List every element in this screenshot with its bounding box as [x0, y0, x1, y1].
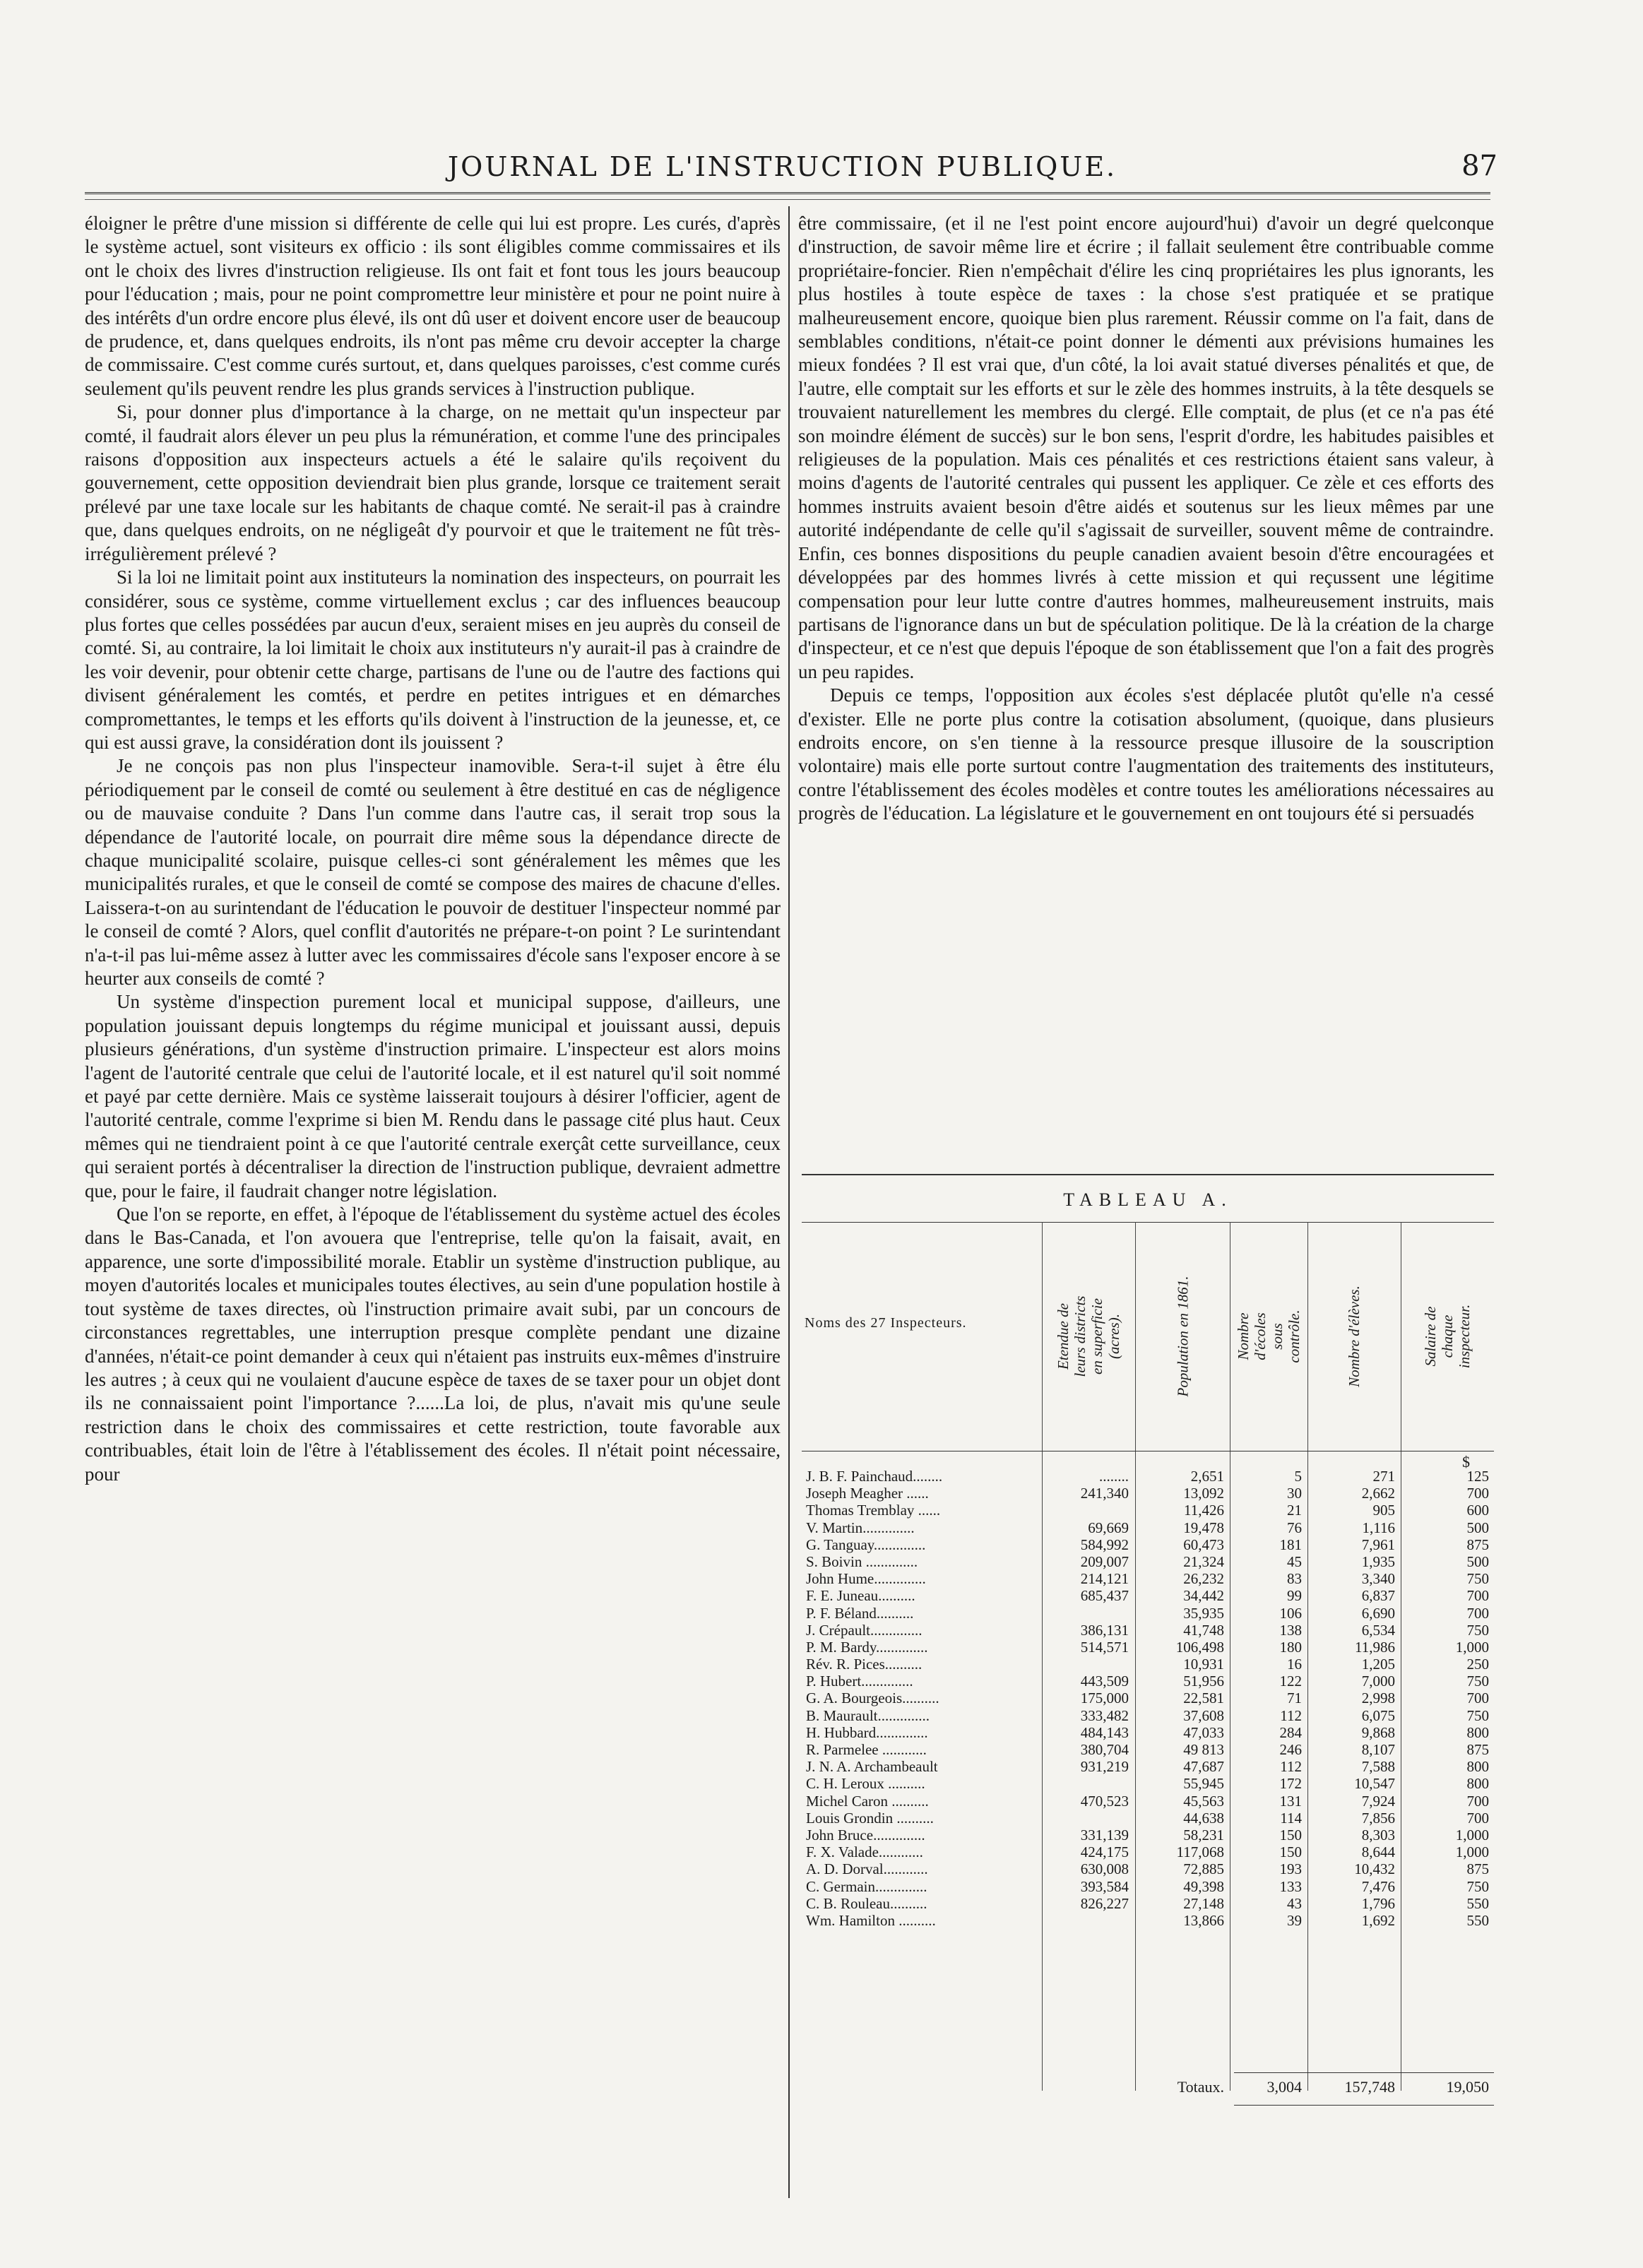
table-row: [802, 1741, 1494, 1758]
cell-population: 37,608: [1183, 1706, 1224, 1724]
cell-pupils: 7,588: [1361, 1758, 1395, 1776]
cell-salary: 550: [1466, 1894, 1489, 1912]
cell-salary: 1,000: [1455, 1826, 1489, 1844]
table-row: [802, 1775, 1494, 1792]
cell-population: 72,885: [1183, 1860, 1224, 1878]
table-row: [802, 1690, 1494, 1706]
cell-schools: 114: [1280, 1809, 1302, 1827]
cell-pupils: 10,547: [1354, 1775, 1395, 1793]
header-pupils: [1307, 1225, 1401, 1447]
table-row: [802, 1673, 1494, 1690]
cell-population: 47,033: [1183, 1723, 1224, 1741]
inspector-name: A. D. Dorval............: [806, 1860, 928, 1878]
cell-salary: 750: [1466, 1673, 1489, 1690]
inspector-name: John Bruce..............: [806, 1826, 925, 1844]
cell-salary: 550: [1466, 1911, 1489, 1929]
cell-extent: 470,523: [1080, 1792, 1129, 1810]
totals-rule: [1234, 2072, 1494, 2073]
cell-extent: 685,437: [1080, 1587, 1129, 1605]
inspector-name: V. Martin..............: [806, 1519, 915, 1536]
table-row: [802, 1860, 1494, 1877]
table-row: [802, 1570, 1494, 1587]
cell-schools: 71: [1287, 1690, 1302, 1707]
cell-pupils: 6,690: [1361, 1604, 1395, 1622]
inspector-name: S. Boivin ..............: [806, 1552, 918, 1570]
cell-population: 49 813: [1183, 1741, 1224, 1758]
cell-extent: 584,992: [1080, 1536, 1129, 1553]
cell-extent: 826,227: [1080, 1894, 1129, 1912]
cell-salary: 750: [1466, 1706, 1489, 1724]
cell-pupils: 7,000: [1361, 1673, 1395, 1690]
cell-population: 41,748: [1183, 1621, 1224, 1639]
header-population: [1135, 1225, 1230, 1447]
inspector-name: J. B. F. Painchaud........: [806, 1468, 943, 1485]
inspector-name: Louis Grondin ..........: [806, 1809, 934, 1827]
inspector-name: F. E. Juneau..........: [806, 1587, 915, 1605]
cell-extent: 393,584: [1080, 1877, 1129, 1895]
inspector-name: Rév. R. Pices..........: [806, 1656, 923, 1673]
inspector-name: B. Maurault..............: [806, 1706, 930, 1724]
header-schools-label: Nombre d'écoles sous contrôle.: [1235, 1309, 1303, 1363]
table-row: [802, 1468, 1494, 1485]
cell-pupils: 1,116: [1362, 1519, 1395, 1536]
cell-salary: 600: [1466, 1502, 1489, 1519]
header-rule: [85, 192, 1490, 194]
cell-pupils: 6,837: [1361, 1587, 1395, 1605]
table-row: [802, 1810, 1494, 1827]
cell-population: 45,563: [1183, 1792, 1224, 1810]
cell-pupils: 6,534: [1361, 1621, 1395, 1639]
paragraph: Si la loi ne limitait point aux instituteurs la nomination des inspecteurs, on pourrait les considérer, sous ce système, comme virtuellement exclus ; car des influences beaucoup plus fortes que celles possédées par aucun d'eux, seraient mises en jeu auprès du conseil de comté. Si, au contraire, la loi limitait le choix aux instituteurs n'y aurait-il pas à craindre de les voir devenir, pour obtenir cette charge, partisans de l'une ou de l'autre des factions qui divisent généralement les comtés, et perdre en petites intrigues et en démarches compromettantes, le temps et les efforts qu'ils doivent à l'instruction de la jeunesse, et, ce qui est aussi grave, la considération dont ils jouissent ?: [85, 566, 781, 753]
cell-pupils: 1,205: [1361, 1656, 1395, 1673]
table-row: [802, 1622, 1494, 1639]
totals-schools: 3,004: [1267, 2078, 1302, 2096]
cell-pupils: 1,796: [1361, 1894, 1395, 1912]
column-divider: [788, 206, 790, 2198]
journal-title: JOURNAL DE L'INSTRUCTION PUBLIQUE.: [447, 151, 1117, 182]
cell-salary: 800: [1466, 1775, 1489, 1793]
inspector-name: H. Hubbard..............: [806, 1723, 928, 1741]
cell-pupils: 8,644: [1361, 1844, 1395, 1861]
header-population-label: Population en 1861.: [1174, 1276, 1191, 1396]
cell-population: 35,935: [1183, 1604, 1224, 1622]
cell-extent: 241,340: [1080, 1485, 1129, 1502]
cell-pupils: 11,986: [1355, 1638, 1395, 1656]
inspector-name: Wm. Hamilton ..........: [806, 1911, 936, 1929]
cell-extent: 514,571: [1080, 1638, 1129, 1656]
cell-salary: 875: [1466, 1536, 1489, 1553]
cell-schools: 43: [1287, 1894, 1302, 1912]
cell-salary: 700: [1466, 1792, 1489, 1810]
cell-population: 13,866: [1183, 1911, 1224, 1929]
table-top-rule: [802, 1174, 1494, 1175]
totals-bottom-rule: [1234, 2105, 1494, 2106]
cell-schools: 99: [1287, 1587, 1302, 1605]
paragraph: Un système d'inspection purement local et municipal suppose, d'ailleurs, une population jouissant depuis longtemps du régime municipal et jouissant aussi, depuis plusieurs générations, d'un système d'instruction primaire. L'inspecteur est alors moins l'agent de l'autorité centrale que celui de l'autorité locale, et il est naturel qu'il soit nommé et payé par cette dernière. Mais ce système laisserait toujours à désirer l'officier, agent de l'autorité centrale, comme l'exprime si bien M. Rendu dans le passage cité plus haut. Ceux mêmes qui ne tiendraient point à ce que l'autorité centrale exerçât cette surveillance, ceux qui seraient portés à décentraliser la direction de l'instruction publique, devraient admettre que, pour le faire, il faudrait changer notre législation.: [85, 991, 781, 1201]
currency-symbol: $: [1462, 1453, 1470, 1471]
cell-population: 58,231: [1183, 1826, 1224, 1844]
cell-extent: 386,131: [1080, 1621, 1129, 1639]
cell-population: 27,148: [1183, 1894, 1224, 1912]
totals-label: Totaux.: [1177, 2078, 1224, 2096]
cell-schools: 172: [1279, 1775, 1302, 1793]
right-column: [798, 212, 1494, 826]
totals-pupils: 157,748: [1344, 2078, 1395, 2096]
inspector-name: Michel Caron ..........: [806, 1792, 929, 1810]
inspector-name: C. Germain..............: [806, 1877, 927, 1895]
totals-row: [802, 2078, 1494, 2099]
table-row: [802, 1536, 1494, 1553]
table-row: [802, 1878, 1494, 1895]
cell-extent: 175,000: [1080, 1690, 1129, 1707]
cell-salary: 700: [1466, 1604, 1489, 1622]
cell-salary: 500: [1466, 1519, 1489, 1536]
cell-extent: 69,669: [1088, 1519, 1129, 1536]
cell-salary: 1,000: [1455, 1638, 1489, 1656]
cell-population: 55,945: [1183, 1775, 1224, 1793]
cell-pupils: 1,692: [1361, 1911, 1395, 1929]
cell-salary: 125: [1466, 1468, 1489, 1485]
cell-pupils: 8,107: [1361, 1741, 1395, 1758]
cell-schools: 180: [1279, 1638, 1302, 1656]
table-row: [802, 1587, 1494, 1604]
cell-extent: 443,509: [1080, 1673, 1129, 1690]
cell-schools: 5: [1294, 1468, 1302, 1485]
cell-schools: 83: [1287, 1570, 1302, 1588]
header-rule-thin: [85, 199, 1490, 200]
cell-schools: 30: [1287, 1485, 1302, 1502]
inspector-name: G. Tanguay..............: [806, 1536, 926, 1553]
cell-pupils: 7,856: [1361, 1809, 1395, 1827]
cell-extent: 380,704: [1080, 1741, 1129, 1758]
header-names: Noms des 27 Inspecteurs.: [805, 1315, 967, 1331]
header-schools: [1230, 1225, 1307, 1447]
cell-population: 13,092: [1183, 1485, 1224, 1502]
cell-schools: 106: [1279, 1604, 1302, 1622]
cell-schools: 112: [1280, 1706, 1302, 1724]
table-row: [802, 1656, 1494, 1673]
cell-extent: 424,175: [1080, 1844, 1129, 1861]
cell-extent: ........: [1099, 1468, 1129, 1485]
cell-pupils: 3,340: [1361, 1570, 1395, 1588]
cell-extent: 331,139: [1080, 1826, 1129, 1844]
inspector-name: Thomas Tremblay ......: [806, 1502, 941, 1519]
cell-extent: 630,008: [1080, 1860, 1129, 1878]
table-caption: TABLEAU A.: [1063, 1189, 1233, 1210]
table-row: [802, 1827, 1494, 1844]
cell-population: 2,651: [1190, 1468, 1224, 1485]
cell-salary: 700: [1466, 1587, 1489, 1605]
cell-population: 44,638: [1183, 1809, 1224, 1827]
inspector-name: R. Parmelee ............: [806, 1741, 927, 1758]
cell-pupils: 10,432: [1354, 1860, 1395, 1878]
cell-salary: 500: [1466, 1552, 1489, 1570]
table-row: [802, 1724, 1494, 1741]
tableau-a: [802, 1174, 1494, 2096]
cell-pupils: 9,868: [1361, 1723, 1395, 1741]
cell-population: 49,398: [1183, 1877, 1224, 1895]
totals-salary: 19,050: [1446, 2078, 1489, 2096]
cell-pupils: 2,998: [1361, 1690, 1395, 1707]
cell-salary: 875: [1466, 1741, 1489, 1758]
table-rows: [802, 1468, 1494, 1929]
header-extent: [1042, 1225, 1135, 1447]
inspector-name: Joseph Meagher ......: [806, 1485, 929, 1502]
cell-population: 10,931: [1183, 1656, 1224, 1673]
cell-schools: 181: [1279, 1536, 1302, 1553]
cell-schools: 284: [1279, 1723, 1302, 1741]
table-row: [802, 1519, 1494, 1536]
cell-population: 21,324: [1183, 1552, 1224, 1570]
cell-salary: 750: [1466, 1570, 1489, 1588]
header-salary: [1401, 1225, 1494, 1447]
header-pupils-label: Nombre d'élèves.: [1346, 1285, 1363, 1387]
paragraph: Je ne conçois pas non plus l'inspecteur inamovible. Sera-t-il sujet à être élu périodiquement par le conseil de comté ou seulement à être destitué en cas de négligence ou de mauvaise conduite ? Dans l'un comme dans l'autre cas, il serait trop sous la dépendance de l'autorité locale, on pourrait dire même sous la dépendance directe de chaque municipalité scolaire, puisque celles-ci sont généralement les mêmes que les municipalités rurales, et que le conseil de comté se compose des maires de chacune d'elles. Laissera-t-on au surintendant de l'éducation le pouvoir de destituer l'inspecteur nommé par le conseil de comté ? Alors, quel conflit d'autorités ne prépare-t-on point ? Le surintendant n'a-t-il pas lui-même assez à lutter avec les commissaires d'école sans l'exposer encore à se heurter aux conseils de comté ?: [85, 755, 781, 989]
cell-schools: 21: [1287, 1502, 1302, 1519]
cell-salary: 800: [1466, 1758, 1489, 1776]
inspector-name: J. Crépault..............: [806, 1621, 923, 1639]
cell-extent: 931,219: [1080, 1758, 1129, 1776]
left-column: [85, 212, 781, 1486]
table-row: [802, 1639, 1494, 1656]
paragraph: éloigner le prêtre d'une mission si différente de celle qui lui est propre. Les curés, d'après le système actuel, sont visiteurs ex officio : ils sont éligibles comme commissaires et ils ont le choix des livres d'instruction religieuse. Ils ont fait et font tous les jours beaucoup pour l'éducation ; mais, pour ne point compromettre leur ministère et pour ne point nuire à des intérêts d'un ordre encore plus élevé, ils ont dû user et doivent encore user de beaucoup de prudence, et, dans quelques endroits, ils n'ont pas même cru devoir accepter la charge de commissaire. C'est comme curés surtout, et, dans quelques paroisses, c'est comme curés seulement qu'ils peuvent rendre les plus grands services à l'instruction publique.: [85, 213, 781, 399]
cell-extent: 333,482: [1080, 1706, 1129, 1724]
cell-schools: 150: [1279, 1844, 1302, 1861]
paragraph: Depuis ce temps, l'opposition aux écoles s'est déplacée plutôt qu'elle n'a cessé d'exister. Elle ne porte plus contre la cotisation absolument, (quoique, dans plusieurs endroits encore, on s'en tienne à la ressource presque illusoire de la souscription volontaire) mais elle porte surtout contre l'augmentation des traitements des instituteurs, contre l'établissement des écoles modèles et contre toutes les améliorations nécessaires au progrès de l'éducation. La législature et le gouvernement en ont toujours été si persuadés: [798, 684, 1494, 824]
cell-extent: 214,121: [1080, 1570, 1129, 1588]
table-row: [802, 1485, 1494, 1502]
cell-pupils: 2,662: [1361, 1485, 1395, 1502]
header-salary-label: Salaire de chaque inspecteur.: [1422, 1304, 1473, 1368]
cell-schools: 76: [1287, 1519, 1302, 1536]
cell-salary: 700: [1466, 1485, 1489, 1502]
header-extent-label: Etendue de leurs districts en superficie (acres).: [1055, 1295, 1122, 1377]
cell-population: 22,581: [1183, 1690, 1224, 1707]
table-row: [802, 1502, 1494, 1519]
cell-population: 34,442: [1183, 1587, 1224, 1605]
inspector-name: J. N. A. Archambeault: [806, 1758, 938, 1776]
inspector-name: G. A. Bourgeois..........: [806, 1690, 939, 1707]
cell-schools: 39: [1287, 1911, 1302, 1929]
inspector-name: C. B. Rouleau..........: [806, 1894, 927, 1912]
cell-salary: 750: [1466, 1877, 1489, 1895]
cell-salary: 750: [1466, 1621, 1489, 1639]
cell-pupils: 6,075: [1361, 1706, 1395, 1724]
running-head: [85, 150, 1497, 185]
table-row: [802, 1758, 1494, 1775]
cell-schools: 150: [1279, 1826, 1302, 1844]
cell-population: 11,426: [1184, 1502, 1224, 1519]
cell-extent: 484,143: [1080, 1723, 1129, 1741]
inspector-name: John Hume..............: [806, 1570, 926, 1588]
cell-population: 47,687: [1183, 1758, 1224, 1776]
table-row: [802, 1912, 1494, 1929]
cell-extent: 209,007: [1080, 1552, 1129, 1570]
paragraph: Que l'on se reporte, en effet, à l'époque de l'établissement du système actuel des écoles dans le Bas-Canada, et l'on avouera que l'entreprise, telle qu'on la faisait, avait, en apparence, une sorte d'impossibilité morale. Etablir un système d'instruction publique, au moyen d'autorités locales et municipales toutes électives, au sein d'une population hostile à tout système de taxes directes, où l'instruction primaire avait subi, par un concours de circonstances regrettables, une interruption presque complète pendant une dizaine d'années, n'était-ce point demander à ceux qui n'étaient pas instruits eux-mêmes d'instruire les autres ; à ceux qui ne voulaient d'aucune espèce de taxes de se taxer pour un objet dont ils ne connaissaient point l'importance ?......La loi, de plus, n'avait mis qu'une seule restriction dans le choix des commissaires et cette restriction, toute favorable aux contribuables, était loin de l'être à l'établissement des écoles. Il n'était point nécessaire, pour: [85, 1204, 781, 1485]
cell-schools: 131: [1279, 1792, 1302, 1810]
cell-population: 19,478: [1183, 1519, 1224, 1536]
inspector-name: F. X. Valade............: [806, 1844, 923, 1861]
cell-schools: 112: [1280, 1758, 1302, 1776]
table-row: [802, 1895, 1494, 1912]
cell-schools: 45: [1287, 1552, 1302, 1570]
cell-salary: 700: [1466, 1809, 1489, 1827]
cell-pupils: 7,476: [1361, 1877, 1395, 1895]
cell-schools: 122: [1279, 1673, 1302, 1690]
cell-schools: 133: [1279, 1877, 1302, 1895]
cell-pupils: 7,961: [1361, 1536, 1395, 1553]
table-header-rule: [802, 1222, 1494, 1223]
inspector-name: P. Hubert..............: [806, 1673, 913, 1690]
table-row: [802, 1553, 1494, 1570]
paragraph: Si, pour donner plus d'importance à la charge, on ne mettait qu'un inspecteur par comté, il faudrait alors élever un peu plus la rémunération, et comme l'une des principales raisons d'opposition aux inspecteurs actuels a été le salaire qu'ils reçoivent du gouvernement, cette opposition deviendrait bien plus grande, lorsque ce traitement serait prélevé par une taxe locale sur les habitants de chaque comté. Ne serait-il pas à craindre que, dans quelques endroits, on ne négligeât d'y pourvoir et que le traitement ne fût très-irrégulièrement prélevé ?: [85, 401, 781, 564]
cell-schools: 16: [1287, 1656, 1302, 1673]
paragraph: être commissaire, (et il ne l'est point encore aujourd'hui) d'avoir un degré quelconque d'instruction, de savoir même lire et écrire ; il fallait seulement être contribuable comme propriétaire-foncier. Rien n'empêchait d'élire les cinq propriétaires les plus ignorants, les plus hostiles à toute espèce de taxes : la chose s'est pratiquée et se pratique malheureusement encore, quoique bien plus rarement. Réussir comme on l'a fait, dans de semblables conditions, n'était-ce point donner le démenti aux prévisions humaines les mieux fondées ? Il est vrai que, d'un côté, la loi avait statué diverses pénalités et que, de l'autre, elle comptait sur les efforts et sur le zèle des hommes instruits, à la tête desquels se trouvaient naturellement les membres du clergé. Elle comptait, de plus (et ce n'a pas été son moindre élément de succès) sur le bon sens, l'esprit d'ordre, les habitudes paisibles et religieuses de la population. Mais ces pénalités et ces restrictions étaient sans valeur, à moins d'agents de l'autorité centrales qui pussent les appliquer. Ce zèle et ces efforts des hommes instruits avaient besoin d'être aidés et soutenus sur les lieux mêmes par une autorité indépendante de celle qu'il s'agissait de surveiller, souvent même de contraindre. Enfin, ces bonnes dispositions du peuple canadien avaient besoin d'être encouragées et développées par des hommes livrés à cette mission et qui reçussent une légitime compensation pour leur lutte contre d'autres hommes, malheureusement instruits, mais partisans de l'ignorance dans un but de spéculation politique. De là la création de la charge d'inspecteur, et ce n'est que depuis l'époque de son établissement que l'on a fait des progrès un peu rapides.: [798, 213, 1494, 682]
cell-pupils: 7,924: [1361, 1792, 1395, 1810]
cell-pupils: 1,935: [1361, 1552, 1395, 1570]
cell-pupils: 271: [1372, 1468, 1395, 1485]
cell-pupils: 905: [1372, 1502, 1395, 1519]
inspector-name: C. H. Leroux ..........: [806, 1775, 925, 1793]
cell-population: 117,068: [1176, 1844, 1224, 1861]
cell-population: 51,956: [1183, 1673, 1224, 1690]
cell-schools: 193: [1279, 1860, 1302, 1878]
cell-salary: 800: [1466, 1723, 1489, 1741]
cell-salary: 875: [1466, 1860, 1489, 1878]
cell-salary: 1,000: [1455, 1844, 1489, 1861]
cell-salary: 250: [1466, 1656, 1489, 1673]
cell-population: 26,232: [1183, 1570, 1224, 1588]
table-row: [802, 1844, 1494, 1860]
inspector-name: P. M. Bardy..............: [806, 1638, 928, 1656]
inspector-name: P. F. Béland..........: [806, 1604, 914, 1622]
cell-population: 60,473: [1183, 1536, 1224, 1553]
cell-schools: 138: [1279, 1621, 1302, 1639]
cell-pupils: 8,303: [1361, 1826, 1395, 1844]
table-row: [802, 1707, 1494, 1724]
page-number: 87: [1461, 150, 1497, 182]
cell-population: 106,498: [1175, 1638, 1224, 1656]
table-row: [802, 1793, 1494, 1810]
cell-salary: 700: [1466, 1690, 1489, 1707]
table-row: [802, 1605, 1494, 1622]
cell-schools: 246: [1279, 1741, 1302, 1758]
